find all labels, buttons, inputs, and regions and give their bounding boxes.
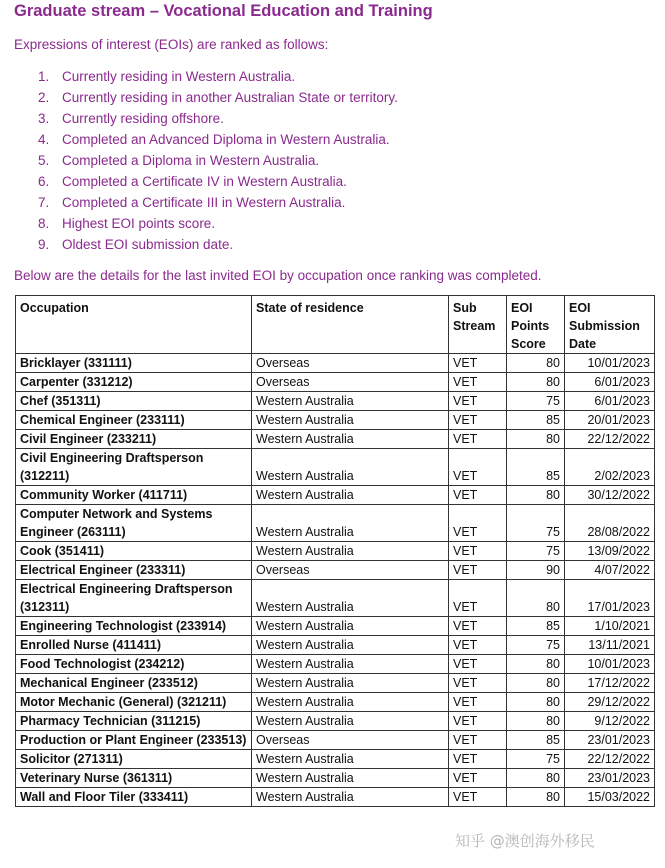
occupation-cell: Production or Plant Engineer (233513) — [16, 731, 252, 750]
state-cell: Overseas — [252, 373, 449, 392]
occupation-cell: Electrical Engineering Draftsperson (312311) — [16, 580, 252, 617]
ranking-item — [38, 234, 398, 255]
table-header-row — [16, 296, 655, 354]
sub-stream-cell: VET — [449, 788, 507, 807]
state-cell: Western Australia — [252, 674, 449, 693]
ranking-number: 9. — [38, 237, 50, 252]
state-cell: Western Australia — [252, 693, 449, 712]
ranking-number: 8. — [38, 216, 50, 231]
state-cell: Overseas — [252, 561, 449, 580]
points-cell: 80 — [507, 486, 565, 505]
occupation-cell: Food Technologist (234212) — [16, 655, 252, 674]
ranking-text: Currently residing in another Australian State or territory. — [62, 90, 398, 105]
ranking-text: Currently residing in Western Australia. — [62, 69, 296, 84]
sub-stream-cell: VET — [449, 354, 507, 373]
date-cell: 1/10/2021 — [565, 617, 655, 636]
state-cell: Overseas — [252, 354, 449, 373]
sub-stream-cell: VET — [449, 561, 507, 580]
sub-stream-cell: VET — [449, 750, 507, 769]
table-row — [16, 788, 655, 807]
state-cell: Western Australia — [252, 542, 449, 561]
ranking-item — [38, 129, 398, 150]
points-cell: 75 — [507, 542, 565, 561]
header-state: State of residence — [252, 296, 449, 354]
sub-stream-cell: VET — [449, 449, 507, 486]
table-row — [16, 580, 655, 617]
date-cell: 15/03/2022 — [565, 788, 655, 807]
date-cell: 22/12/2022 — [565, 430, 655, 449]
date-cell: 20/01/2023 — [565, 411, 655, 430]
sub-stream-cell: VET — [449, 731, 507, 750]
sub-stream-cell: VET — [449, 542, 507, 561]
occupation-cell: Enrolled Nurse (411411) — [16, 636, 252, 655]
points-cell: 75 — [507, 392, 565, 411]
sub-stream-cell: VET — [449, 580, 507, 617]
state-cell: Western Australia — [252, 505, 449, 542]
table-row — [16, 449, 655, 486]
occupation-cell: Computer Network and Systems Engineer (263111) — [16, 505, 252, 542]
ranking-number: 1. — [38, 69, 50, 84]
state-cell: Western Australia — [252, 655, 449, 674]
ranking-number: 4. — [38, 132, 50, 147]
table-row — [16, 411, 655, 430]
table-body — [16, 354, 655, 807]
ranking-text: Completed an Advanced Diploma in Western Australia. — [62, 132, 390, 147]
table-row — [16, 373, 655, 392]
date-cell: 10/01/2023 — [565, 655, 655, 674]
ranking-item — [38, 87, 398, 108]
points-cell: 85 — [507, 731, 565, 750]
sub-stream-cell: VET — [449, 693, 507, 712]
intro-text: Expressions of interest (EOIs) are ranked as follows: — [14, 37, 329, 52]
occupation-cell: Engineering Technologist (233914) — [16, 617, 252, 636]
sub-stream-cell: VET — [449, 392, 507, 411]
header-date: EOI Submission Date — [565, 296, 655, 354]
date-cell: 2/02/2023 — [565, 449, 655, 486]
sub-stream-cell: VET — [449, 712, 507, 731]
table-intro-text: Below are the details for the last invited EOI by occupation once ranking was completed. — [14, 268, 542, 283]
date-cell: 22/12/2022 — [565, 750, 655, 769]
eoi-table — [15, 295, 655, 807]
occupation-cell: Pharmacy Technician (311215) — [16, 712, 252, 731]
date-cell: 6/01/2023 — [565, 373, 655, 392]
sub-stream-cell: VET — [449, 636, 507, 655]
watermark: 知乎 @澳创海外移民 — [455, 832, 595, 850]
ranking-text: Completed a Certificate IV in Western Australia. — [62, 174, 347, 189]
state-cell: Western Australia — [252, 430, 449, 449]
occupation-cell: Electrical Engineer (233311) — [16, 561, 252, 580]
ranking-text: Highest EOI points score. — [62, 216, 216, 231]
header-occupation: Occupation — [16, 296, 252, 354]
table-row — [16, 392, 655, 411]
points-cell: 75 — [507, 750, 565, 769]
date-cell: 23/01/2023 — [565, 769, 655, 788]
state-cell: Western Australia — [252, 636, 449, 655]
points-cell: 80 — [507, 769, 565, 788]
ranking-number: 2. — [38, 90, 50, 105]
table-row — [16, 655, 655, 674]
ranking-item — [38, 150, 398, 171]
occupation-cell: Carpenter (331212) — [16, 373, 252, 392]
table-row — [16, 693, 655, 712]
table-row — [16, 430, 655, 449]
date-cell: 28/08/2022 — [565, 505, 655, 542]
points-cell: 80 — [507, 373, 565, 392]
table-row — [16, 769, 655, 788]
state-cell: Western Australia — [252, 449, 449, 486]
occupation-cell: Bricklayer (331111) — [16, 354, 252, 373]
points-cell: 80 — [507, 354, 565, 373]
ranking-number: 5. — [38, 153, 50, 168]
date-cell: 6/01/2023 — [565, 392, 655, 411]
table-row — [16, 561, 655, 580]
points-cell: 85 — [507, 411, 565, 430]
table-row — [16, 617, 655, 636]
sub-stream-cell: VET — [449, 655, 507, 674]
occupation-cell: Cook (351411) — [16, 542, 252, 561]
state-cell: Western Australia — [252, 411, 449, 430]
date-cell: 9/12/2022 — [565, 712, 655, 731]
occupation-cell: Chemical Engineer (233111) — [16, 411, 252, 430]
occupation-cell: Chef (351311) — [16, 392, 252, 411]
sub-stream-cell: VET — [449, 486, 507, 505]
table-row — [16, 731, 655, 750]
points-cell: 80 — [507, 580, 565, 617]
date-cell: 10/01/2023 — [565, 354, 655, 373]
state-cell: Western Australia — [252, 750, 449, 769]
occupation-cell: Motor Mechanic (General) (321211) — [16, 693, 252, 712]
date-cell: 17/12/2022 — [565, 674, 655, 693]
occupation-cell: Solicitor (271311) — [16, 750, 252, 769]
state-cell: Overseas — [252, 731, 449, 750]
table-row — [16, 354, 655, 373]
date-cell: 13/09/2022 — [565, 542, 655, 561]
points-cell: 80 — [507, 788, 565, 807]
table-row — [16, 636, 655, 655]
date-cell: 29/12/2022 — [565, 693, 655, 712]
points-cell: 75 — [507, 636, 565, 655]
points-cell: 80 — [507, 693, 565, 712]
state-cell: Western Australia — [252, 617, 449, 636]
table-row — [16, 712, 655, 731]
date-cell: 4/07/2022 — [565, 561, 655, 580]
occupation-cell: Veterinary Nurse (361311) — [16, 769, 252, 788]
occupation-cell: Wall and Floor Tiler (333411) — [16, 788, 252, 807]
header-sub-stream: Sub Stream — [449, 296, 507, 354]
occupation-cell: Civil Engineer (233211) — [16, 430, 252, 449]
sub-stream-cell: VET — [449, 674, 507, 693]
ranking-text: Completed a Certificate III in Western Australia. — [62, 195, 346, 210]
points-cell: 80 — [507, 430, 565, 449]
state-cell: Western Australia — [252, 769, 449, 788]
sub-stream-cell: VET — [449, 769, 507, 788]
ranking-item — [38, 66, 398, 87]
ranking-number: 7. — [38, 195, 50, 210]
date-cell: 13/11/2021 — [565, 636, 655, 655]
date-cell: 17/01/2023 — [565, 580, 655, 617]
page-title: Graduate stream – Vocational Education and Training — [14, 2, 433, 20]
ranking-list — [38, 66, 398, 255]
ranking-item — [38, 213, 398, 234]
state-cell: Western Australia — [252, 392, 449, 411]
points-cell: 80 — [507, 655, 565, 674]
date-cell: 30/12/2022 — [565, 486, 655, 505]
table-row — [16, 542, 655, 561]
table-row — [16, 750, 655, 769]
header-points: EOI Points Score — [507, 296, 565, 354]
sub-stream-cell: VET — [449, 505, 507, 542]
points-cell: 75 — [507, 505, 565, 542]
ranking-text: Completed a Diploma in Western Australia. — [62, 153, 320, 168]
sub-stream-cell: VET — [449, 373, 507, 392]
table-row — [16, 674, 655, 693]
ranking-number: 6. — [38, 174, 50, 189]
state-cell: Western Australia — [252, 580, 449, 617]
points-cell: 85 — [507, 617, 565, 636]
sub-stream-cell: VET — [449, 411, 507, 430]
sub-stream-cell: VET — [449, 617, 507, 636]
sub-stream-cell: VET — [449, 430, 507, 449]
state-cell: Western Australia — [252, 486, 449, 505]
ranking-item — [38, 171, 398, 192]
occupation-cell: Community Worker (411711) — [16, 486, 252, 505]
date-cell: 23/01/2023 — [565, 731, 655, 750]
state-cell: Western Australia — [252, 788, 449, 807]
points-cell: 80 — [507, 712, 565, 731]
table-row — [16, 505, 655, 542]
state-cell: Western Australia — [252, 712, 449, 731]
ranking-text: Currently residing offshore. — [62, 111, 224, 126]
points-cell: 90 — [507, 561, 565, 580]
ranking-text: Oldest EOI submission date. — [62, 237, 234, 252]
points-cell: 80 — [507, 674, 565, 693]
occupation-cell: Mechanical Engineer (233512) — [16, 674, 252, 693]
table-row — [16, 486, 655, 505]
points-cell: 85 — [507, 449, 565, 486]
occupation-cell: Civil Engineering Draftsperson (312211) — [16, 449, 252, 486]
ranking-number: 3. — [38, 111, 50, 126]
ranking-item — [38, 108, 398, 129]
ranking-item — [38, 192, 398, 213]
